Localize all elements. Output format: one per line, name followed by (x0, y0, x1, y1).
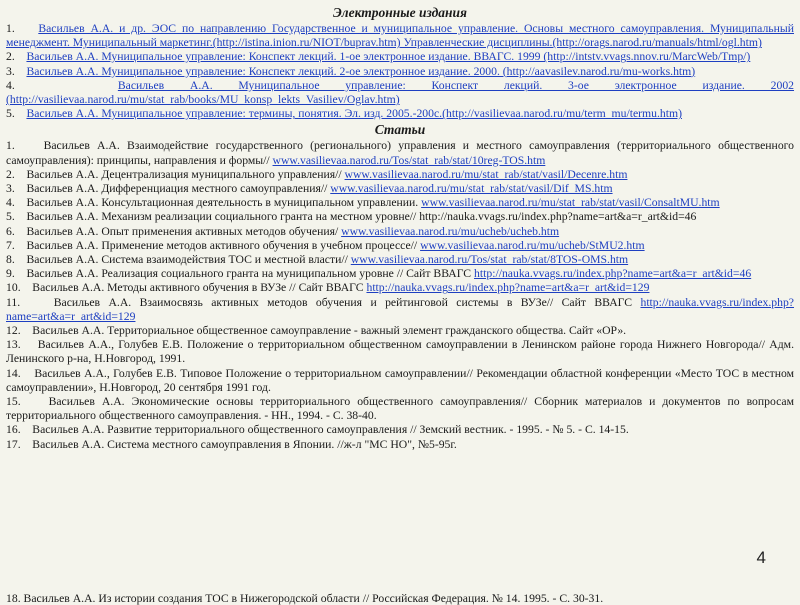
reference-entry (6, 296, 794, 324)
entry-number: 11. (6, 295, 21, 309)
reference-entry (6, 239, 794, 253)
document-page (6, 4, 794, 452)
entry-number: 4. (6, 196, 15, 210)
entry-text: Васильев А.А. Система взаимодействия ТОС и местной власти// (26, 253, 351, 267)
entry-number: 15. (6, 395, 21, 409)
entry-number: 5. (6, 107, 15, 121)
entry-link[interactable]: www.vasilievaa.narod.ru/mu/stat_rab/stat/vasil/ConsaltMU.htm (421, 196, 720, 210)
reference-entry (6, 65, 794, 79)
entry-text: Васильев А.А. Методы активного обучения в ВУЗе // Сайт ВВАГС (32, 281, 367, 295)
reference-entry (6, 182, 794, 196)
entry-text: Васильев А.А. Применение методов активного обучения в учебном процессе// (26, 238, 421, 252)
entry-link[interactable]: http://nauka.vvags.ru/index.php?name=art&a=r_art&id=129 (6, 295, 794, 323)
reference-entry (6, 367, 794, 395)
cut-off-line: 18. Васильев А.А. Из истории создания ТОС в Нижегородской области // Российская Федерация. № 14. 1995. - С. 30-31. (6, 592, 604, 605)
reference-entry (6, 281, 794, 295)
entry-number: 5. (6, 210, 15, 224)
reference-entry (6, 107, 794, 121)
entry-text: Васильев А.А., Голубев Е.В. Типовое Положение о территориальном самоуправлении// Рекомендации областной конференции «Место ТОС в местном самоуправлении», Н.Новгород, 20 сентября 1991 год. (6, 366, 794, 394)
entry-link[interactable]: Васильев А.А. Муниципальное управление: Конспект лекций. 2-ое электронное издание. 2000. (http://aavasilev.narod.ru/mu-works.htm) (26, 64, 696, 78)
reference-entry (6, 423, 794, 437)
reference-entry (6, 139, 794, 167)
entry-link[interactable]: http://nauka.vvags.ru/index.php?name=art&a=r_art&id=46 (474, 267, 752, 281)
entry-link[interactable]: www.vasilievaa.narod.ru/mu/ucheb/ucheb.htm (341, 224, 560, 238)
entry-number: 3. (6, 64, 15, 78)
entry-number: 4. (6, 78, 15, 92)
entry-text: Васильев А.А. Консультационная деятельность в муниципальном управлении. (26, 196, 422, 210)
articles-heading: Статьи (374, 122, 426, 138)
reference-entry (6, 324, 794, 338)
entry-number: 9. (6, 267, 15, 281)
entry-link[interactable]: Васильев А.А. Муниципальное управление: термины, понятия. Эл. изд. 2005.-200с.(http://vasilievaa.narod.ru/mu/term_mu/termu.htm) (26, 107, 682, 121)
entry-text: Васильев А.А. Реализация социального гранта на муниципальном уровне // Сайт ВВАГС (26, 267, 475, 281)
reference-entry (6, 438, 794, 452)
entry-link[interactable]: www.vasilievaa.narod.ru/Tos/stat_rab/stat/8TOS-OMS.htm (350, 253, 629, 267)
entry-number: 13. (6, 338, 21, 352)
entry-number: 17. (6, 437, 21, 451)
entry-text: Васильев А.А., Голубев Е.В. Положение о территориальном общественном самоуправлении в Ленинском районе города Нижнего Новгорода// Адм. Ленинского р-на, Н.Новгород, 1991. (6, 338, 794, 366)
entry-number: 10. (6, 281, 21, 295)
entry-text: Васильев А.А. Развитие территориального общественного самоуправления // Земский вестник. - 1995. - № 5. - С. 14-15. (32, 423, 629, 437)
entry-link[interactable]: Васильев А.А. Муниципальное управление: Конспект лекций. 3-ое электронное издание. 2002 (http://vasilievaa.narod.ru/mu/stat_rab/books/MU_konsp_lekts_Vasiliev/Oglav.htm) (6, 78, 795, 107)
entry-link[interactable]: www.vasilievaa.narod.ru/Tos/stat_rab/stat/10reg-TOS.htm (272, 153, 546, 167)
entry-number: 2. (6, 167, 15, 181)
entry-text: Васильев А.А. Взаимосвязь активных методов обучения и рейтинговой системы в ВУЗе// Сайт ВВАГС (53, 295, 641, 309)
reference-entry (6, 253, 794, 267)
entry-number: 7. (6, 238, 15, 252)
electronic-editions-list (6, 22, 794, 121)
entry-text: Васильев А.А. Территориальное общественное самоуправление - важный элемент гражданского общества. Сайт «ОР». (32, 324, 627, 338)
reference-entry (6, 267, 794, 281)
electronic-editions-heading: Электронные издания (332, 5, 467, 20)
entry-text: Васильев А.А. Экономические основы территориального общественного самоуправления// Сборник материалов и документов по вопросам территориального общественного самоуправления. - НН., 1994. - С. 38-40. (6, 395, 795, 423)
entry-link[interactable]: Васильев А.А. и др. ЭОС по направлению Государственное и муниципальное управление. Основы местного самоуправления. Муниципальный менеджмент. Муниципальный маркетинг.(http://istina.inion.ru/NIOT/buprav.htm) Управленческие дисциплины.(http://orags.narod.ru/manuals/html/ogl.htm) (6, 22, 794, 50)
entry-text: Васильев А.А. Децентрализация муниципального управления// (26, 167, 345, 181)
entry-number: 12. (6, 324, 21, 338)
entry-text: Васильев А.А. Система местного самоуправления в Японии. //ж-л "МС НО", №5-95г. (32, 437, 457, 451)
entry-text: Васильев А.А. Механизм реализации социального гранта на местном уровне// http://nauka.vvags.ru/index.php?name=art&a=r_art&id=46 (26, 210, 697, 224)
entry-number: 3. (6, 182, 15, 196)
entry-number: 1. (6, 139, 15, 153)
entry-text: Васильев А.А. Дифференциация местного самоуправления// (26, 182, 331, 196)
entry-text: Васильев А.А. Взаимодействие государственного (регионального) управления и местного самоуправления (территориального общественного самоуправления): принципы, направления и формы// (6, 139, 795, 167)
entry-link[interactable]: http://nauka.vvags.ru/index.php?name=art&a=r_art&id=129 (366, 281, 650, 295)
entry-link[interactable]: www.vasilievaa.narod.ru/mu/stat_rab/stat/vasil/Dif_MS.htm (330, 182, 613, 196)
entry-link[interactable]: www.vasilievaa.narod.ru/mu/ucheb/StMU2.htm (420, 238, 645, 252)
articles-list (6, 139, 794, 451)
reference-entry (6, 79, 794, 107)
entry-number: 1. (6, 22, 15, 35)
entry-number: 6. (6, 224, 15, 238)
reference-entry (6, 395, 794, 423)
entry-link[interactable]: www.vasilievaa.narod.ru/mu/stat_rab/stat/vasil/Decenre.htm (344, 167, 628, 181)
reference-entry (6, 22, 794, 50)
reference-entry (6, 50, 794, 64)
entry-number: 14. (6, 366, 21, 380)
entry-link[interactable]: Васильев А.А. Муниципальное управление: Конспект лекций. 1-ое электронное издание. ВВАГС. 1999 (http://intstv.vvags.nnov.ru/MarcWeb/Tmp/) (26, 50, 751, 64)
reference-entry (6, 168, 794, 182)
page-number: 4 (756, 548, 766, 567)
entry-number: 2. (6, 50, 15, 64)
entry-number: 8. (6, 253, 15, 267)
reference-entry (6, 210, 794, 224)
entry-text: Васильев А.А. Опыт применения активных методов обучения/ (26, 224, 342, 238)
entry-number: 16. (6, 423, 21, 437)
reference-entry (6, 196, 794, 210)
reference-entry (6, 338, 794, 366)
reference-entry (6, 225, 794, 239)
